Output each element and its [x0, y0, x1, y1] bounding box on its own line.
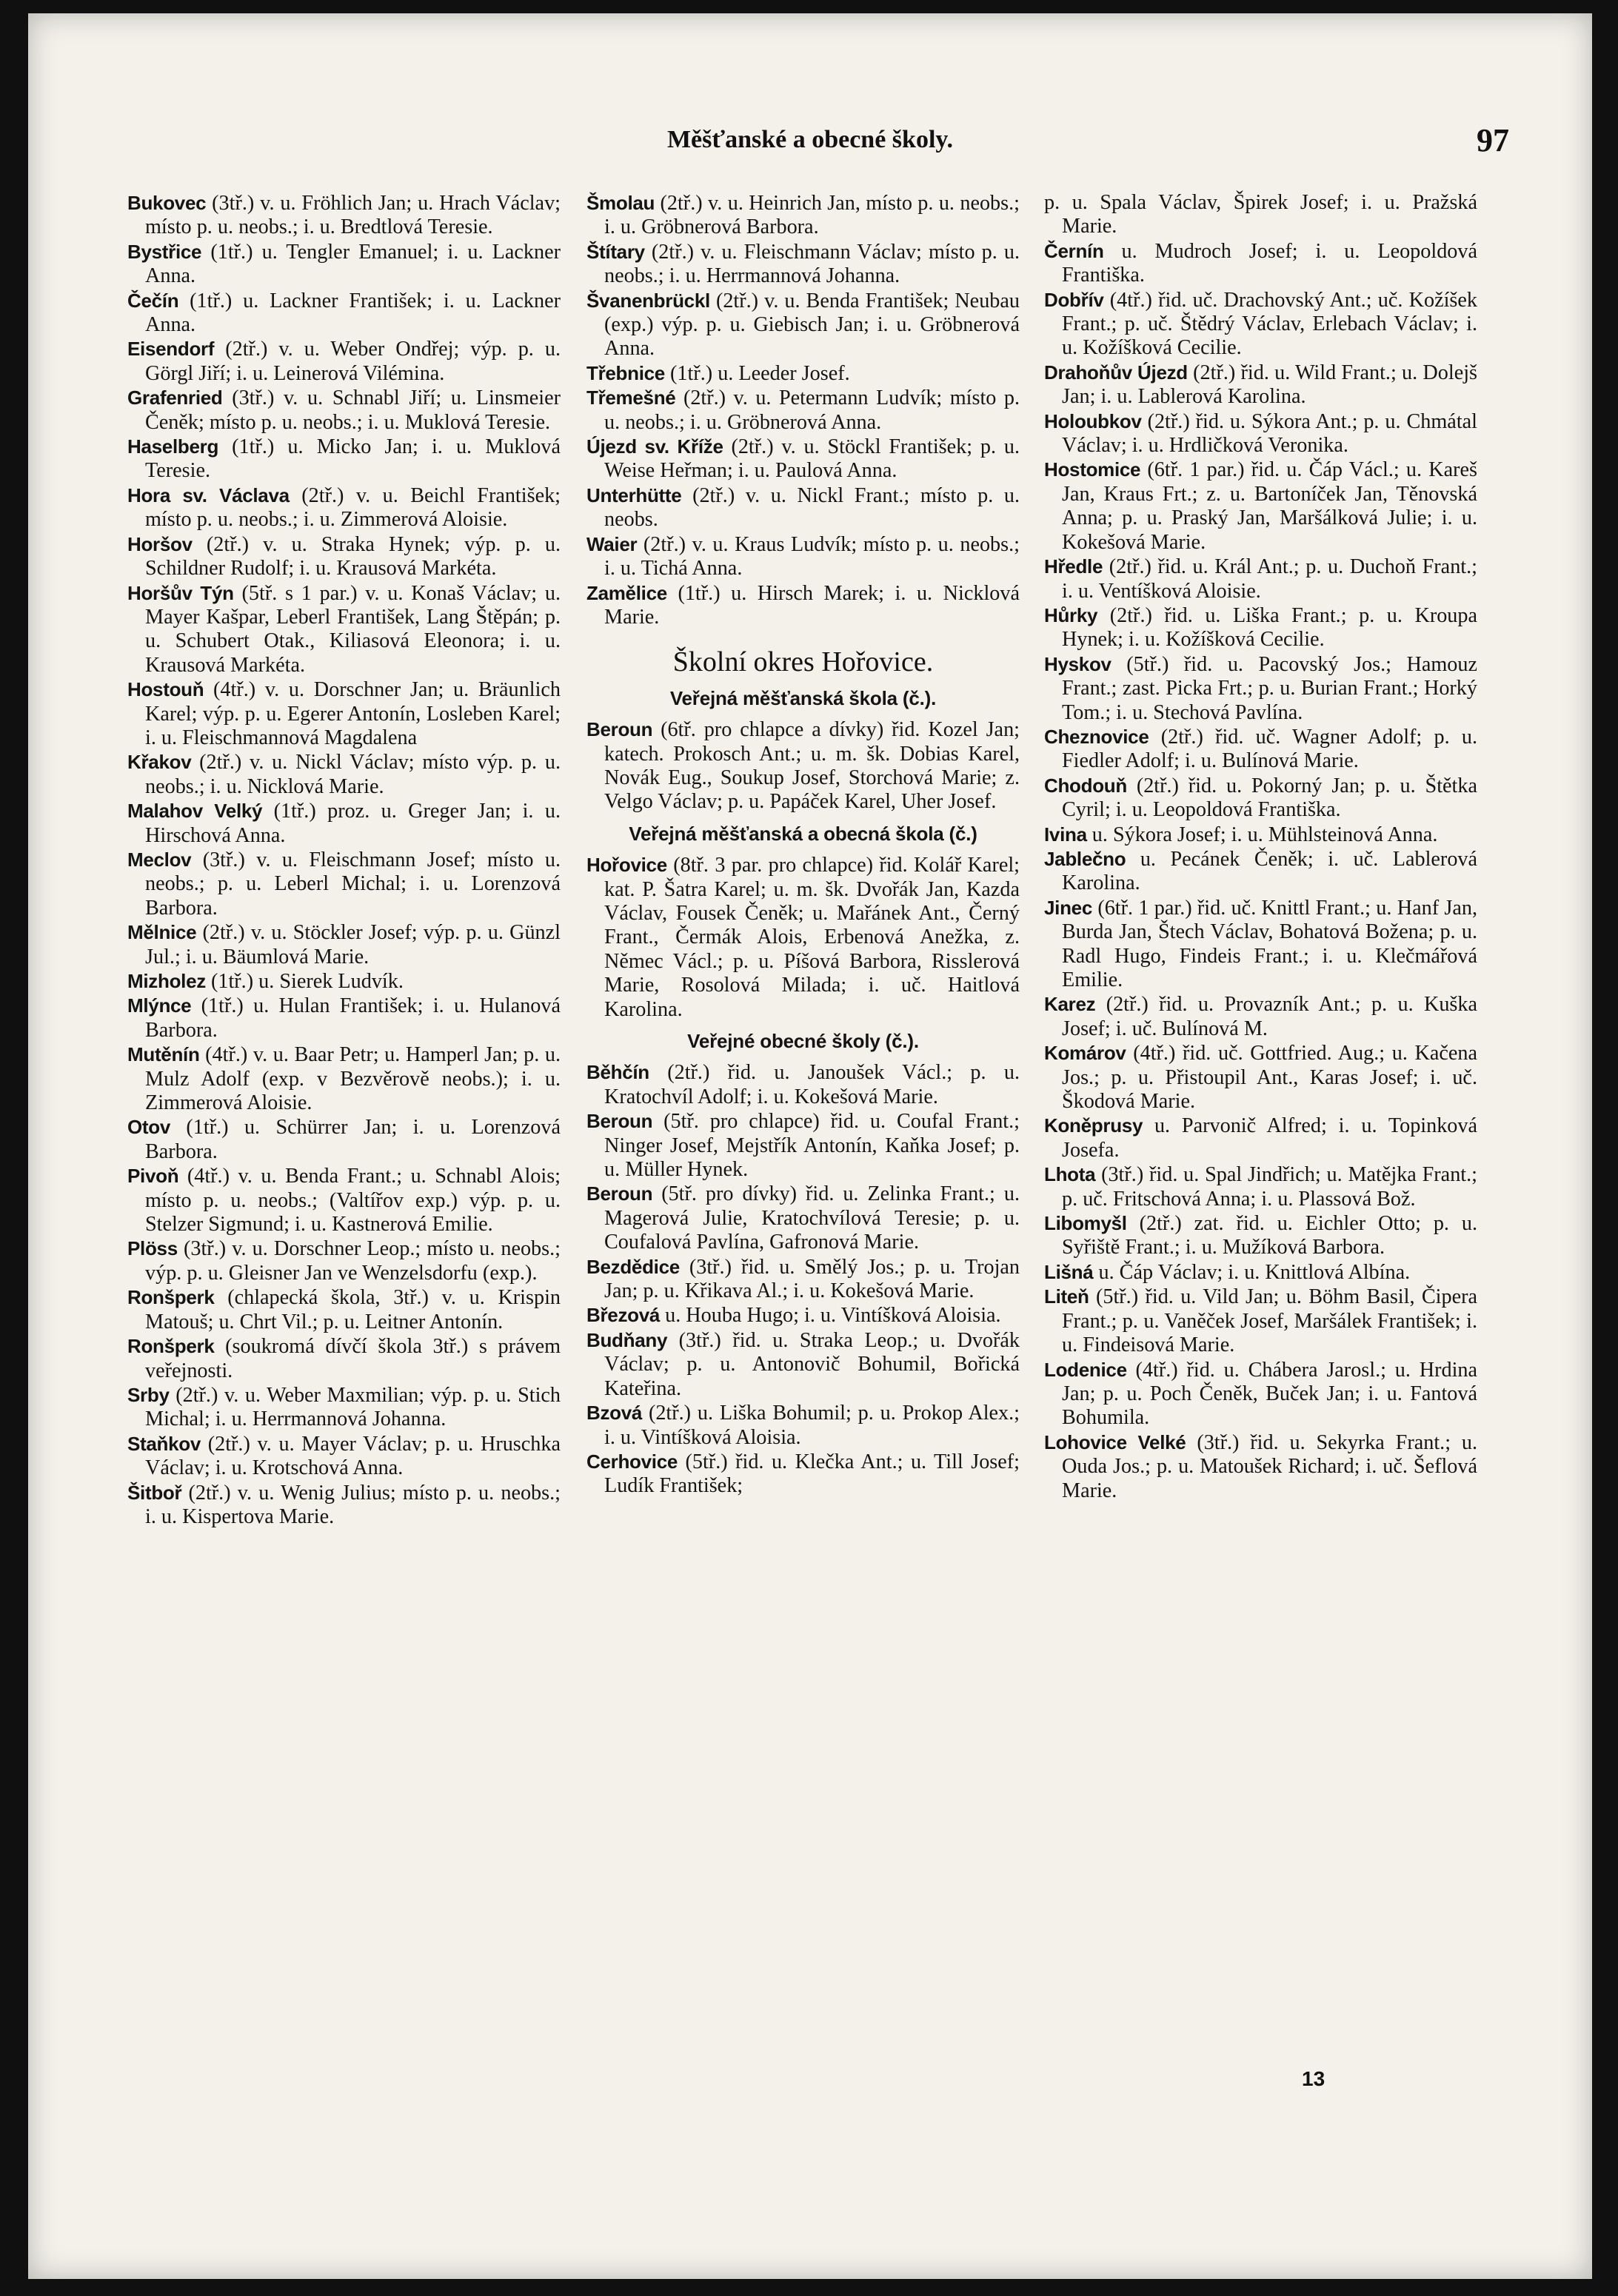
school-place-name: Křakov — [127, 751, 192, 774]
directory-entry — [127, 191, 561, 240]
directory-entry — [1044, 603, 1477, 652]
school-place-name: Třebnice — [586, 361, 665, 384]
directory-entry — [1044, 823, 1477, 847]
entry-details: u. Houba Hugo; i. u. Vintíšková Aloisia. — [665, 1304, 1001, 1328]
school-place-name: Šitboř — [127, 1481, 182, 1504]
entry-details: u. Parvonič Alfred; i. u. Topinková Josefa. — [1062, 1114, 1478, 1162]
entry-details: (2tř.) v. u. Wenig Julius; místo p. u. neobs.; i. u. Kispertova Marie. — [145, 1481, 561, 1528]
directory-entry — [586, 1328, 1020, 1401]
school-place-name: Bukovec — [127, 192, 207, 214]
directory-entry — [127, 994, 561, 1042]
school-place-name: Srby — [127, 1383, 170, 1406]
school-place-name: Haselberg — [127, 435, 219, 458]
entry-details: (1tř.) u. Lackner František; i. u. Lackner Anna. — [145, 289, 561, 337]
school-place-name: Plöss — [127, 1237, 178, 1260]
entry-details: (1tř.) u. Micko Jan; i. u. Muklová Teresie. — [145, 435, 561, 483]
school-place-name: Komárov — [1044, 1042, 1126, 1065]
entry-details: (8tř. 3 par. pro chlapce) řid. Kolář Karel; kat. P. Šatra Karel; u. m. šk. Dvořák Jan, Kazda Václav, Fousek Čeněk; u. Mařánek Ant., Černý Frant., Čermák Alois, Erbenová Anežka, z. Němec Václ.; p. u. Píšová Barbora, Risslerová Marie, Rosolová Milada; i. uč. Haitlová Karolina. — [604, 854, 1020, 1021]
school-place-name: Mělnice — [127, 921, 197, 944]
directory-entry — [127, 750, 561, 799]
directory-entry — [586, 289, 1020, 361]
directory-entry — [127, 1334, 561, 1383]
directory-entry — [127, 969, 561, 994]
directory-entry — [586, 717, 1020, 814]
entry-details: (4tř.) řid. u. Chábera Jarosl.; u. Hrdina Jan; p. u. Poch Čeněk, Buček Jan; i. u. Fantová Bohumila. — [1062, 1358, 1478, 1430]
directory-entry — [127, 289, 561, 338]
entry-details: (2tř.) v. u. Stöckler Josef; výp. p. u. Günzl Jul.; i. u. Bäumlová Marie. — [145, 921, 561, 968]
directory-entry — [127, 1164, 561, 1236]
school-place-name: Horšov — [127, 532, 193, 555]
entry-details: (1tř.) u. Hirsch Marek; i. u. Nicklová Marie. — [604, 581, 1020, 629]
entry-details: u. Sýkora Josef; i. u. Mühlsteinová Anna. — [1092, 823, 1438, 846]
entry-details: (3tř.) v. u. Dorschner Leop.; místo u. neobs.; výp. p. u. Gleisner Jan ve Wenzelsdorfu (exp.). — [145, 1237, 561, 1285]
entry-details: p. u. Spala Václav, Špirek Josef; i. u. Pražská Marie. — [1044, 191, 1477, 238]
school-place-name: Jablečno — [1044, 847, 1126, 870]
entry-details: (3tř.) řid. u. Straka Leop.; u. Dvořák Václav; p. u. Antonovič Bohumil, Bořická Kateřina. — [604, 1328, 1020, 1400]
school-place-name: Mutěnín — [127, 1043, 200, 1066]
directory-entry — [127, 581, 561, 678]
entry-details: (2tř.) v. u. Nickl Frant.; místo p. u. neobs. — [604, 483, 1020, 532]
directory-entry — [127, 1042, 561, 1115]
directory-entry — [1044, 1114, 1477, 1162]
school-place-name: Eisendorf — [127, 338, 215, 361]
school-place-name: Černín — [1044, 239, 1104, 262]
directory-entry — [586, 1401, 1020, 1450]
directory-entry — [1044, 239, 1477, 288]
page-title: Měšťanské a obecné školy. — [666, 126, 954, 153]
directory-entry — [1044, 725, 1477, 774]
school-place-name: Karez — [1044, 993, 1096, 1016]
directory-entry — [1044, 1162, 1477, 1211]
school-place-name: Waier — [586, 532, 638, 555]
entry-details: (4tř.) v. u. Baar Petr; u. Hamperl Jan; p. u. Mulz Adolf (exp. v Bezvěrově neobs.); i. u. Zimmerová Aloisie. — [145, 1043, 561, 1115]
entry-details: u. Čáp Václav; i. u. Knittlová Albína. — [1098, 1260, 1411, 1284]
directory-entry — [127, 799, 561, 848]
signature-mark: 13 — [1302, 2067, 1326, 2090]
entry-details: (2tř.) v. u. Nickl Václav; místo výp. p. u. neobs.; i. u. Nicklová Marie. — [145, 751, 561, 798]
entry-details: (2tř.) v. u. Mayer Václav; p. u. Hruschka Václav; i. u. Krotschová Anna. — [145, 1432, 561, 1480]
school-place-name: Budňany — [586, 1328, 668, 1351]
school-place-name: Beroun — [586, 1182, 653, 1205]
school-place-name: Štítary — [586, 240, 645, 263]
column-left — [127, 191, 561, 1529]
directory-entry — [127, 677, 561, 750]
school-place-name: Lišná — [1044, 1260, 1094, 1283]
school-place-name: Mlýnce — [127, 994, 192, 1017]
school-place-name: Bzová — [586, 1402, 643, 1425]
school-place-name: Mizholez — [127, 970, 206, 992]
entry-details: u. Pecánek Čeněk; i. uč. Lablerová Karolina. — [1062, 847, 1478, 895]
entry-details: (1tř.) u. Tengler Emanuel; i. u. Lackner Anna. — [145, 240, 561, 288]
directory-entry — [586, 1182, 1020, 1254]
entry-details: (2tř.) řid. u. Janoušek Václ.; p. u. Kratochvíl Adolf; i. u. Kokešová Marie. — [604, 1061, 1020, 1108]
directory-entry — [586, 853, 1020, 1022]
school-place-name: Cheznovice — [1044, 725, 1149, 748]
directory-entry — [1044, 1285, 1477, 1357]
school-place-name: Lohovice Velké — [1044, 1430, 1186, 1453]
school-place-name: Hředle — [1044, 555, 1103, 578]
directory-entry — [127, 386, 561, 435]
entry-details: (4tř.) řid. uč. Gottfried. Aug.; u. Kačena Jos.; p. u. Přistoupil Ant., Karas Josef; i. uč. Škodová Marie. — [1062, 1042, 1477, 1114]
entry-details: (6tř. pro chlapce a dívky) řid. Kozel Jan; katech. Prokosch Ant.; u. m. šk. Dobias Karel, Novák Eug., Soukup Josef, Storchová Marie; z. Velgo Václav; p. u. Papáček Karel, Uher Josef. — [604, 718, 1020, 814]
entry-details: (2tř.) v. u. Straka Hynek; výp. p. u. Schildner Rudolf; i. u. Krausová Markéta. — [145, 532, 561, 580]
entry-details: (soukromá dívčí škola 3tř.) s právem veřejnosti. — [145, 1335, 561, 1382]
entry-details: (2tř.) řid. u. Král Ant.; p. u. Duchoň Frant.; i. u. Ventíšková Aloisie. — [1062, 555, 1478, 603]
entry-details: (1tř.) u. Leeder Josef. — [670, 361, 850, 385]
directory-entry — [586, 532, 1020, 581]
directory-entry — [586, 1303, 1020, 1328]
school-place-name: Unterhütte — [586, 483, 682, 506]
entry-details: (2tř.) v. u. Stöckl František; p. u. Weise Heřman; i. u. Paulová Anna. — [604, 435, 1020, 483]
entry-details: (2tř.) v. u. Weber Maxmilian; výp. p. u. Stich Michal; i. u. Herrmannová Johanna. — [145, 1383, 561, 1431]
entry-details: (6tř. 1 par.) řid. uč. Knittl Frant.; u. Hanf Jan, Burda Jan, Štech Václav, Bohatová Božena; p. u. Radl Hugo, Findeis Frant.; i. u. Klečmářová Emilie. — [1062, 896, 1478, 991]
directory-entry — [127, 1383, 561, 1432]
directory-entry — [127, 1115, 561, 1164]
school-place-name: Beroun — [586, 1110, 653, 1133]
school-place-name: Grafenried — [127, 386, 223, 409]
school-place-name: Meclov — [127, 848, 192, 871]
directory-entry — [1044, 847, 1477, 896]
school-place-name: Dobřív — [1044, 288, 1104, 311]
school-place-name: Lodenice — [1044, 1358, 1127, 1381]
page-number: 97 — [1477, 122, 1509, 158]
entry-details: (5tř.) řid. u. Pacovský Jos.; Hamouz Frant.; zast. Picka Frt.; p. u. Burian Frant.; Horký Tom.; i. u. Stechová Pavlína. — [1062, 652, 1478, 724]
directory-entry — [586, 191, 1020, 240]
school-place-name: Hora sv. Václava — [127, 483, 290, 506]
directory-entry — [1044, 555, 1477, 603]
entry-details: (1tř.) u. Hulan František; i. u. Hulanová Barbora. — [145, 994, 561, 1042]
school-place-name: Hostomice — [1044, 458, 1141, 481]
school-place-name: Liteň — [1044, 1285, 1089, 1308]
school-place-name: Otov — [127, 1116, 171, 1139]
directory-entry — [127, 920, 561, 969]
school-place-name: Staňkov — [127, 1432, 201, 1455]
column-right — [1044, 191, 1477, 1503]
entry-details: (5tř. s 1 par.) v. u. Konaš Václav; u. Mayer Kašpar, Leberl František, Lang Štěpán; p. u. Schubert Otak., Kiliasová Eleonora; i. u. Krausová Markéta. — [145, 581, 561, 677]
directory-entry — [586, 1255, 1020, 1304]
district-heading: Školní okres Hořovice. — [672, 646, 934, 678]
section-heading-mestanska: Veřejná měšťanská škola (č.). — [669, 686, 937, 709]
directory-entry — [1044, 191, 1477, 239]
directory-entry — [1044, 1430, 1477, 1503]
entry-details: (2tř.) u. Liška Bohumil; p. u. Prokop Alex.; i. u. Vintíšková Aloisia. — [604, 1402, 1020, 1449]
entry-details: (2tř.) v. u. Heinrich Jan, místo p. u. neobs.; i. u. Gröbnerová Barbora. — [604, 192, 1020, 239]
directory-entry — [586, 1450, 1020, 1499]
column-middle — [586, 191, 1020, 1499]
directory-entry — [127, 1481, 561, 1530]
entry-details: (2tř.) řid. u. Provazník Ant.; p. u. Kuška Josef; i. uč. Bulínová M. — [1062, 993, 1477, 1040]
school-place-name: Lhota — [1044, 1163, 1096, 1186]
directory-entry — [127, 483, 561, 532]
school-place-name: Hořovice — [586, 854, 667, 877]
directory-entry — [127, 848, 561, 920]
school-place-name: Šmolau — [586, 192, 655, 214]
entry-details: (2tř.) v. u. Weber Ondřej; výp. p. u. Görgl Jiří; i. u. Leinerová Vilémina. — [145, 338, 561, 385]
directory-entry — [1044, 1260, 1477, 1285]
entry-details: (5tř.) řid. u. Vild Jan; u. Böhm Basil, Čipera Frant.; p. u. Vaněček Josef, Maršálek František; i. u. Findeisová Marie. — [1062, 1285, 1477, 1357]
school-place-name: Hyskov — [1044, 652, 1111, 675]
directory-entry — [127, 435, 561, 483]
entry-details: (3tř.) v. u. Fleischmann Josef; místo u. neobs.; p. u. Leberl Michal; i. u. Lorenzová Barbora. — [145, 848, 561, 920]
entry-details: (3tř.) řid. u. Smělý Jos.; p. u. Trojan Jan; p. u. Křikava Al.; i. u. Kokešová Marie. — [604, 1255, 1020, 1303]
directory-entry — [1044, 1211, 1477, 1260]
entry-details: (1tř.) u. Schürrer Jan; i. u. Lorenzová Barbora. — [145, 1116, 561, 1163]
school-place-name: Zamělice — [586, 581, 667, 604]
entry-details: (2tř.) v. u. Kraus Ludvík; místo p. u. neobs.; i. u. Tichá Anna. — [604, 532, 1020, 580]
entry-details: (4tř.) řid. uč. Drachovský Ant.; uč. Kožíšek Frant.; p. uč. Štědrý Václav, Erlebach Václav; i. u. Kožíšková Cecilie. — [1062, 288, 1478, 360]
directory-entry — [586, 1060, 1020, 1109]
school-place-name: Hůrky — [1044, 603, 1098, 626]
school-place-name: Újezd sv. Kříže — [586, 435, 723, 458]
entry-details: (2tř.) řid. u. Wild Frant.; u. Dolejš Jan; i. u. Lablerová Karolina. — [1062, 361, 1478, 409]
directory-entry — [586, 483, 1020, 532]
school-place-name: Běhčín — [586, 1061, 649, 1084]
entry-details: (2tř.) řid. uč. Wagner Adolf; p. u. Fiedler Adolf; i. u. Bulínová Marie. — [1062, 725, 1477, 773]
directory-entry — [1044, 1041, 1477, 1114]
entry-details: (2tř.) v. u. Petermann Ludvík; místo p. u. neobs.; i. u. Gröbnerová Anna. — [604, 386, 1020, 434]
entry-details: u. Mudroch Josef; i. u. Leopoldová Františka. — [1062, 239, 1477, 287]
directory-entry — [1044, 652, 1477, 725]
section-heading-mestanska-obecna: Veřejná měšťanská a obecná škola (č.) — [629, 822, 977, 845]
school-place-name: Hostouň — [127, 678, 204, 701]
entry-details: (2tř.) v. u. Beichl František; místo p. u. neobs.; i. u. Zimmerová Aloisie. — [145, 483, 561, 532]
entry-details: (6tř. 1 par.) řid. u. Čáp Václ.; u. Kareš Jan, Kraus Frt.; z. u. Bartoníček Jan, Těnovská Anna; p. u. Praský Jan, Maršálková Julie; i. u. Kokešová Marie. — [1062, 458, 1477, 554]
entry-details: (5tř.) řid. u. Klečka Ant.; u. Till Josef; Ludík František; — [604, 1450, 1020, 1498]
entry-details: (3tř.) v. u. Schnabl Jiří; u. Linsmeier Čeněk; místo p. u. neobs.; i. u. Muklová Teresie. — [145, 386, 561, 434]
school-place-name: Holoubkov — [1044, 409, 1142, 432]
directory-entry — [586, 361, 1020, 386]
school-place-name: Březová — [586, 1304, 661, 1327]
directory-entry — [586, 581, 1020, 630]
directory-entry — [1044, 458, 1477, 555]
directory-entry — [127, 1432, 561, 1481]
entry-details: (2tř.) řid. u. Pokorný Jan; p. u. Štětka Cyril; i. u. Leopoldová Františka. — [1062, 774, 1477, 822]
directory-entry — [127, 1236, 561, 1285]
directory-entry — [586, 1109, 1020, 1182]
school-place-name: Ronšperk — [127, 1286, 215, 1309]
entry-details: (2tř.) řid. u. Liška Frant.; p. u. Kroupa Hynek; i. u. Kožíšková Cecilie. — [1062, 603, 1477, 652]
directory-entry — [586, 240, 1020, 289]
entry-details: (2tř.) zat. řid. u. Eichler Otto; p. u. Syřiště Frant.; i. u. Mužíková Barbora. — [1062, 1212, 1477, 1259]
school-place-name: Malahov Velký — [127, 800, 263, 823]
directory-entry — [1044, 1358, 1477, 1430]
directory-entry — [127, 532, 561, 581]
entry-details: (5tř. pro chlapce) řid. u. Coufal Frant.; Ninger Josef, Mejstřík Antonín, Kaňka Josef; p. u. Müller Hynek. — [604, 1110, 1020, 1182]
entry-details: (1tř.) proz. u. Greger Jan; i. u. Hirschová Anna. — [145, 800, 561, 847]
directory-entry — [1044, 409, 1477, 458]
school-place-name: Horšův Týn — [127, 581, 234, 604]
entry-details: (2tř.) v. u. Benda František; Neubau (exp.) výp. p. u. Giebisch Jan; i. u. Gröbnerová Anna. — [604, 289, 1020, 361]
school-place-name: Bezdědice — [586, 1255, 680, 1278]
entry-details: (3tř.) řid. u. Spal Jindřich; u. Matějka Frant.; p. uč. Fritschová Anna; i. u. Plassová Bož. — [1062, 1163, 1477, 1211]
entry-details: (4tř.) v. u. Dorschner Jan; u. Bräunlich Karel; výp. p. u. Egerer Antonín, Losleben Karel; i. u. Fleischmannová Magdalena — [145, 678, 561, 749]
school-place-name: Cerhovice — [586, 1450, 678, 1473]
school-place-name: Chodouň — [1044, 774, 1127, 797]
entry-details: (1tř.) u. Sierek Ludvík. — [210, 970, 404, 993]
directory-entry — [1044, 896, 1477, 993]
school-place-name: Drahoňův Újezd — [1044, 361, 1188, 384]
entry-details: (chlapecká škola, 3tř.) v. u. Krispin Matouš; u. Chrt Vil.; p. u. Leitner Antonín. — [145, 1286, 561, 1333]
school-place-name: Beroun — [586, 718, 653, 741]
school-place-name: Čečín — [127, 289, 179, 312]
document-page — [28, 13, 1592, 2279]
school-place-name: Bystřice — [127, 240, 202, 263]
directory-entry — [1044, 992, 1477, 1041]
entry-details: (4tř.) v. u. Benda Frant.; u. Schnabl Alois; místo p. u. neobs.; (Valtířov exp.) výp. p. u. Stelzer Sigmund; i. u. Kastnerová Emilie. — [145, 1165, 561, 1236]
school-place-name: Ivina — [1044, 823, 1087, 846]
directory-entry — [127, 240, 561, 289]
section-heading-obecne: Veřejné obecné školy (č.). — [687, 1030, 919, 1052]
directory-entry — [1044, 774, 1477, 823]
school-place-name: Libomyšl — [1044, 1212, 1127, 1235]
school-place-name: Švanenbrückl — [586, 289, 710, 312]
directory-entry — [586, 386, 1020, 435]
school-place-name: Koněprusy — [1044, 1114, 1143, 1137]
directory-entry — [586, 435, 1020, 483]
entry-details: (3tř.) řid. u. Sekyrka Frant.; u. Ouda Jos.; p. u. Matoušek Richard; i. uč. Šeflová Marie. — [1062, 1430, 1478, 1502]
entry-details: (2tř.) v. u. Fleischmann Václav; místo p. u. neobs.; i. u. Herrmannová Johanna. — [604, 240, 1020, 288]
school-place-name: Pivoň — [127, 1165, 179, 1188]
entry-details: (5tř. pro dívky) řid. u. Zelinka Frant.; u. Magerová Julie, Kratochvílová Teresie; p. u. Coufalová Pavlína, Gafronová Marie. — [604, 1182, 1020, 1254]
entry-details: (3tř.) v. u. Fröhlich Jan; u. Hrach Václav; místo p. u. neobs.; i. u. Bredtlová Teresie. — [145, 192, 561, 239]
directory-entry — [1044, 288, 1477, 361]
school-place-name: Ronšperk — [127, 1335, 215, 1358]
school-place-name: Jinec — [1044, 896, 1092, 919]
entry-details: (2tř.) řid. u. Sýkora Ant.; p. u. Chmátal Václav; i. u. Hrdličková Veronika. — [1062, 409, 1477, 458]
school-place-name: Třemešné — [586, 386, 676, 409]
directory-entry — [1044, 361, 1477, 409]
directory-entry — [127, 337, 561, 386]
directory-entry — [127, 1285, 561, 1334]
